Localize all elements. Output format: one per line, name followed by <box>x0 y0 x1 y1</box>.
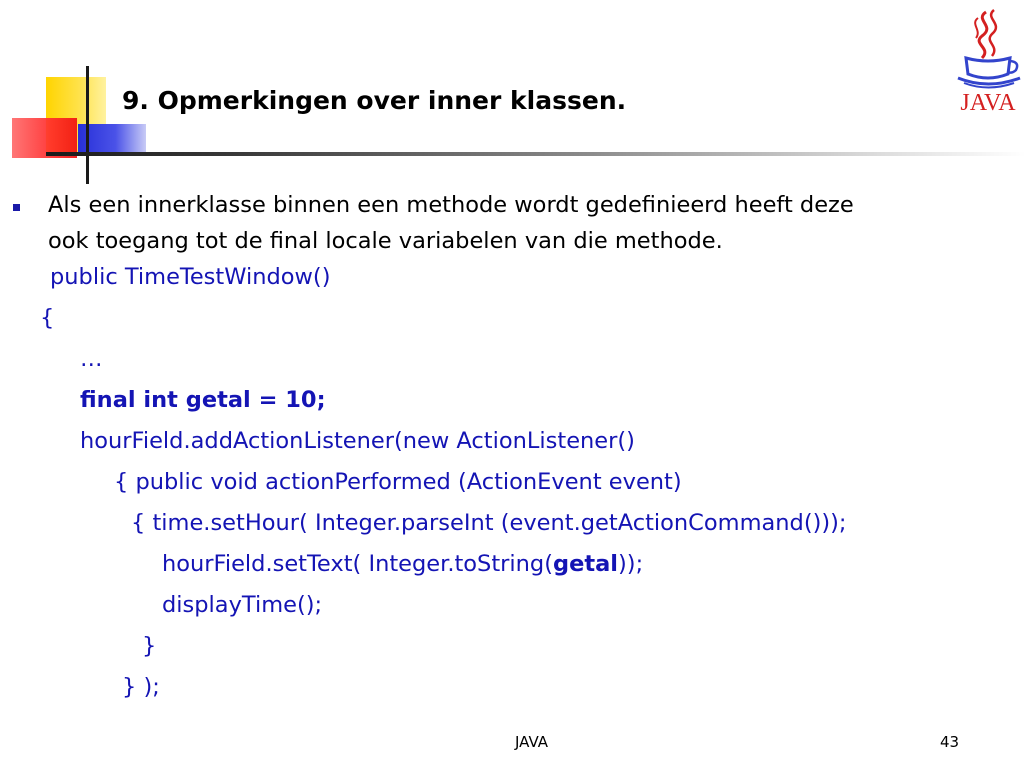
title-decoration-vertical-line <box>86 66 89 184</box>
code-line-5: hourField.addActionListener(new ActionListener() <box>80 428 635 454</box>
bullet-marker <box>13 204 20 211</box>
bullet-text <box>48 187 1024 259</box>
java-cup-icon <box>952 4 1024 114</box>
code-line-1: public TimeTestWindow() <box>50 264 331 290</box>
slide-title: 9. Opmerkingen over inner klassen. <box>122 86 627 115</box>
code-line-2: { <box>40 305 55 331</box>
footer-title: JAVA <box>515 733 549 751</box>
code-line-8-post: )); <box>618 551 644 577</box>
code-line-8-bold: getal <box>552 551 619 577</box>
code-line-11: } ); <box>122 674 160 700</box>
title-underline <box>46 152 1024 156</box>
code-line-4: final int getal = 10; <box>80 387 326 413</box>
code-line-8 <box>162 551 643 577</box>
code-line-9: displayTime(); <box>162 592 323 618</box>
code-line-10: } <box>142 633 157 659</box>
code-line-3: … <box>80 346 103 372</box>
svg-text:JAVA: JAVA <box>960 90 1016 114</box>
code-line-7: { time.setHour( Integer.parseInt (event.getActionCommand())); <box>131 510 847 536</box>
bullet-text-line-2: ook toegang tot de final locale variabelen van die methode. <box>48 228 723 254</box>
code-line-6: { public void actionPerformed (ActionEvent event) <box>114 469 682 495</box>
code-line-8-pre: hourField.setText( Integer.toString( <box>162 551 553 577</box>
page-number: 43 <box>940 733 960 751</box>
bullet-text-line-1: Als een innerklasse binnen een methode wordt gedefinieerd heeft deze <box>48 192 854 218</box>
java-logo <box>952 4 1024 114</box>
